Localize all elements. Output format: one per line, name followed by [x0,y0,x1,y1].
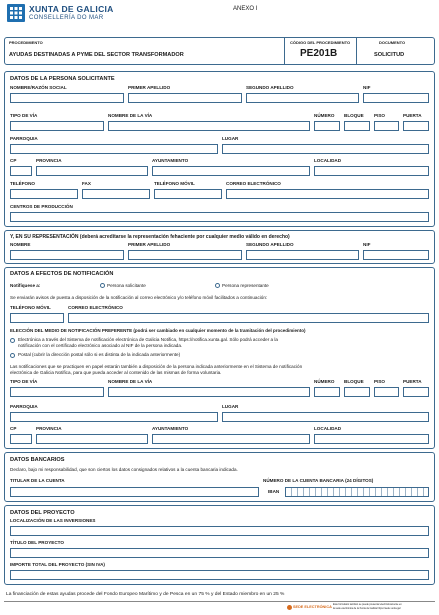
localidad-input[interactable] [314,166,429,176]
titular-input[interactable] [10,487,259,497]
notif-bloque-input[interactable] [344,387,370,397]
label-puerta: PUERTA [403,113,422,118]
localizacion-input[interactable] [10,526,429,536]
notif-piso-input[interactable] [374,387,399,397]
label-nombre-via: NOMBRE DE LA VÍA [108,113,153,118]
label-notif-nombre-via: NOMBRE DE LA VÍA [108,379,153,384]
section-notificacion-title: DATOS A EFECTOS DE NOTIFICACIÓN [10,271,114,277]
label-nif: NIF [363,85,371,90]
notif-lugar-input[interactable] [222,412,429,422]
fax-input[interactable] [82,189,150,199]
label-rep-nombre: NOMBRE [10,242,31,247]
rep-nif-input[interactable] [363,250,429,260]
sede-icon [287,605,292,610]
label-notif-piso: PISO [374,379,385,384]
papel-text-line1: Las notificaciones que se practiquen en papel estarán también a disposición de la persona indicada anteriormente en el Sistema de notificación [10,364,303,369]
code-col-label: CÓDIGO DEL PROCEDIMIENTO [290,40,351,45]
label-titulo-proyecto: TÍTULO DEL PROYECTO [10,540,64,545]
xunta-logo-icon [6,3,26,23]
section-proyecto-title: DATOS DEL PROYECTO [10,510,75,516]
ayuntamiento-input[interactable] [152,166,310,176]
label-notif-lugar: LUGAR [222,404,239,409]
notif-provincia-input[interactable] [36,434,148,444]
procedure-title: AYUDAS DESTINADAS A PYME DEL SECTOR TRANSFORMADOR [9,52,184,58]
section-solicitante-title: DATOS DE LA PERSONA SOLICITANTE [10,76,115,82]
nif-input[interactable] [363,93,429,103]
sede-note-line1: Este formulario también se puede presentar electrónicamente en [333,603,402,606]
procedure-code: PE201B [300,48,338,59]
procedure-col-label: PROCEDIMIENTO [9,40,43,45]
section-representacion-title: Y, EN SU REPRESENTACIÓN (deberá acreditarse la representación fehaciente por cualquier medio válido en derecho) [10,234,290,240]
notif-ayuntamiento-input[interactable] [152,434,310,444]
label-bloque: BLOQUE [344,113,364,118]
label-rep-nif: NIF [363,242,371,247]
segundo-apellido-input[interactable] [246,93,359,103]
label-notif-bloque: BLOQUE [344,379,364,384]
org-department: CONSELLERÍA DO MAR [29,15,104,21]
eleccion-medio-label: ELECCIÓN DEL MEDIO DE NOTIFICACIÓN PREFERENTE (podrá ser cambiado en cualquier momento de la tramitación del procedimiento) [10,328,306,333]
label-notif-telefono-movil: TELÉFONO MÓVIL [10,305,51,310]
notif-numero-input[interactable] [314,387,340,397]
section-bancarios-title: DATOS BANCARIOS [10,457,65,463]
label-numero-cuenta: NÚMERO DE LA CUENTA BANCARIA (24 DÍGITOS) [263,478,374,483]
sede-label: SEDE ELECTRÓNICA [293,605,332,609]
tipo-via-input[interactable] [10,121,104,131]
label-notif-tipo-via: TIPO DE VÍA [10,379,38,384]
lugar-input[interactable] [222,144,429,154]
radio-persona-solicitante[interactable] [100,283,105,288]
label-importe: IMPORTE TOTAL DEL PROYECTO (SIN IVA) [10,562,105,567]
label-parroquia: PARROQUIA [10,136,38,141]
iban-label: IBAN [268,489,280,494]
telefono-movil-input[interactable] [154,189,222,199]
label-notif-numero: NÚMERO [314,379,335,384]
notif-tipo-via-input[interactable] [10,387,104,397]
declaro-text: Declaro, bajo mi responsabilidad, que son ciertos los datos consignados relativos a la cuenta bancaria indicada. [10,467,238,472]
label-telefono-movil: TELÉFONO MÓVIL [154,181,195,186]
label-notif-localidad: LOCALIDAD [314,426,342,431]
label-localizacion: LOCALIZACIÓN DE LAS INVERSIONES [10,518,96,523]
parroquia-input[interactable] [10,144,218,154]
label-rep-primer-apellido: PRIMER APELLIDO [128,242,171,247]
puerta-input[interactable] [403,121,429,131]
radio-electronica[interactable] [10,338,15,343]
electronica-text-line1: Electrónica a través del Sistema de notificación electrónica de Galicia Notifica, https://notifica.xunta.gal. Sólo podrá acceder a la [18,337,278,342]
label-cp: CP [10,158,17,163]
numero-input[interactable] [314,121,340,131]
label-rep-segundo-apellido: SEGUNDO APELLIDO [246,242,294,247]
radio-persona-representante[interactable] [215,283,220,288]
primer-apellido-input[interactable] [128,93,242,103]
provincia-input[interactable] [36,166,148,176]
radio-persona-solicitante-label: Persona solicitante [107,283,146,288]
piso-input[interactable] [374,121,399,131]
electronica-text-line2: notificación con el certificado electrónico asociado al NIF de la persona indicada. [18,343,183,348]
label-nombre: NOMBRE/RAZÓN SOCIAL [10,85,67,90]
rep-nombre-input[interactable] [10,250,124,260]
label-notif-provincia: PROVINCIA [36,426,62,431]
label-notif-ayuntamiento: AYUNTAMIENTO [152,426,189,431]
label-telefono: TELÉFONO [10,181,36,186]
bloque-input[interactable] [344,121,370,131]
financiacion-text: La financiación de estas ayudas procede del Fondo Europeo Marítimo y de Pesca en un 75 % y del Estado miembro en un 25 % [6,592,285,597]
sede-note-line2: la sede electrónica de la Xunta de Galicia https://sede.xunta.gal [333,607,401,610]
postal-text: Postal (cubrir la dirección postal sólo si es distinta de la indicada anteriormente) [18,352,181,357]
label-notif-cp: CP [10,426,17,431]
label-notif-parroquia: PARROQUIA [10,404,38,409]
label-notif-correo: CORREO ELECTRÓNICO [68,305,123,310]
rep-primer-apellido-input[interactable] [128,250,242,260]
nombre-via-input[interactable] [108,121,310,131]
label-provincia: PROVINCIA [36,158,62,163]
notif-correo-input[interactable] [68,313,429,323]
label-correo: CORREO ELECTRÓNICO [226,181,281,186]
notif-nombre-via-input[interactable] [108,387,310,397]
procedure-header [4,37,435,65]
notif-puerta-input[interactable] [403,387,429,397]
annex-label: ANEXO I [233,6,258,12]
label-centros-produccion: CENTROS DE PRODUCCIÓN [10,204,73,209]
notif-localidad-input[interactable] [314,434,429,444]
notif-cp-input[interactable] [10,434,32,444]
label-numero: NÚMERO [314,113,335,118]
label-segundo-apellido: SEGUNDO APELLIDO [246,85,294,90]
iban-digit-boxes[interactable] [285,487,429,497]
label-primer-apellido: PRIMER APELLIDO [128,85,171,90]
label-ayuntamiento: AYUNTAMIENTO [152,158,189,163]
correo-input[interactable] [226,189,429,199]
document-col-label: DOCUMENTO [379,40,406,45]
xunta-logo [6,3,26,23]
label-lugar: LUGAR [222,136,239,141]
papel-text-line2: electrónica de Galicia Notifica, para que pueda acceder al contenido de las mismas de forma voluntaria. [10,370,222,375]
radio-persona-representante-label: Persona representante [222,283,269,288]
notifiquese-label: Notifíquese a: [10,283,41,288]
notif-parroquia-input[interactable] [10,412,218,422]
label-localidad: LOCALIDAD [314,158,342,163]
org-name: XUNTA DE GALICIA [29,4,114,14]
importe-input[interactable] [10,570,429,580]
telefono-input[interactable] [10,189,78,199]
notif-telefono-movil-input[interactable] [10,313,64,323]
label-piso: PISO [374,113,385,118]
radio-postal[interactable] [10,353,15,358]
rep-segundo-apellido-input[interactable] [246,250,359,260]
document-type: SOLICITUD [374,52,405,58]
label-titular: TITULAR DE LA CUENTA [10,478,65,483]
label-notif-puerta: PUERTA [403,379,422,384]
cp-input[interactable] [10,166,32,176]
avisos-text: Se enviarán avisos de puesta a disposición de la notificación al correo electrónico y/o teléfono móvil facilitados a continuación: [10,295,268,300]
label-tipo-via: TIPO DE VÍA [10,113,38,118]
titulo-proyecto-input[interactable] [10,548,429,558]
nombre-input[interactable] [10,93,124,103]
label-fax: FAX [82,181,91,186]
centros-produccion-input[interactable] [10,212,429,222]
footer-divider [4,601,435,602]
